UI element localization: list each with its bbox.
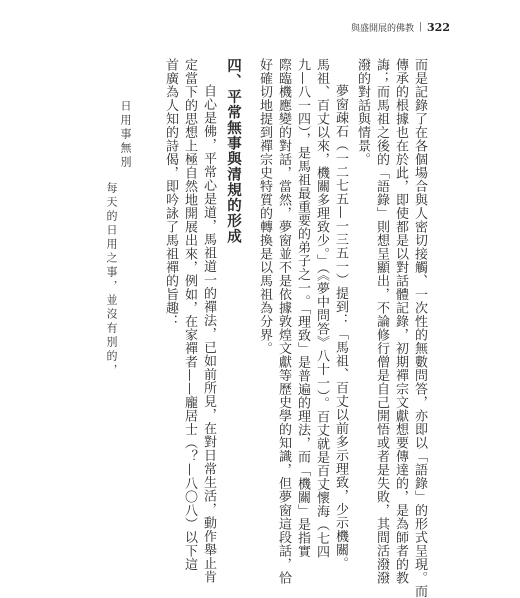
text-column: 傳承的根據也在於此，即使都是以對話體記錄，初期禪宗文獻想要傳達的，是為師者的教: [393, 58, 408, 585]
header-separator: |: [418, 22, 423, 32]
poem-translation: 每天的日用之事，並沒有別的，: [105, 182, 118, 378]
text-column: 而是記錄了在各個場合與人密切接觸、一次性的無數問答，亦即以「語錄」的形式呈現。而: [412, 58, 427, 598]
text-column: 九—八一四），是馬祖最重要的弟子之一。「理致」是普遍的理法，而「機關」是指實: [295, 58, 310, 558]
running-title: 與盛開展的佛教: [350, 23, 414, 34]
text-column: 際臨機應變的對話，當然，夢窗並不是依據敦煌文獻等歷史學的知識，但夢窗這段話，恰: [276, 58, 291, 585]
text-column: 定當下的思想上極自然地開展出來，例如，在家禪者——龐居士（？—八〇八）以下這: [182, 58, 197, 571]
poem-line: 日用事無別: [119, 100, 132, 170]
text-column: 好確切地提到禪宗史特質的轉換是以馬祖為分界。: [257, 58, 272, 355]
text-column: 潑的對話與情景。: [355, 58, 370, 166]
page-header: [290, 19, 450, 35]
text-column: 自心是佛，平常心是道，馬祖道一的禪法，已如前所見，在對日常生活，動作舉止肯: [201, 84, 216, 584]
text-column: 夢窗疎石（一二七五—一三五一）提到：「馬祖、百丈以前多示理致，少示機關。: [333, 84, 348, 570]
section-heading: 四、平常無事與清規的形成: [225, 58, 242, 244]
text-column: 馬祖、百丈以來，機關多理致少。」（《夢中問答》八十一）。百丈就是百丈懷海（七四: [314, 58, 329, 559]
page-number: 322: [427, 20, 450, 34]
text-column: 首廣為人知的詩偈，即吟詠了馬祖禪的旨趣：: [163, 58, 178, 328]
text-column: 誨；而馬祖之後的「語錄」則想呈顯出，不論修行僧是自己開悟或者是失敗，其間活潑潑: [374, 58, 389, 585]
